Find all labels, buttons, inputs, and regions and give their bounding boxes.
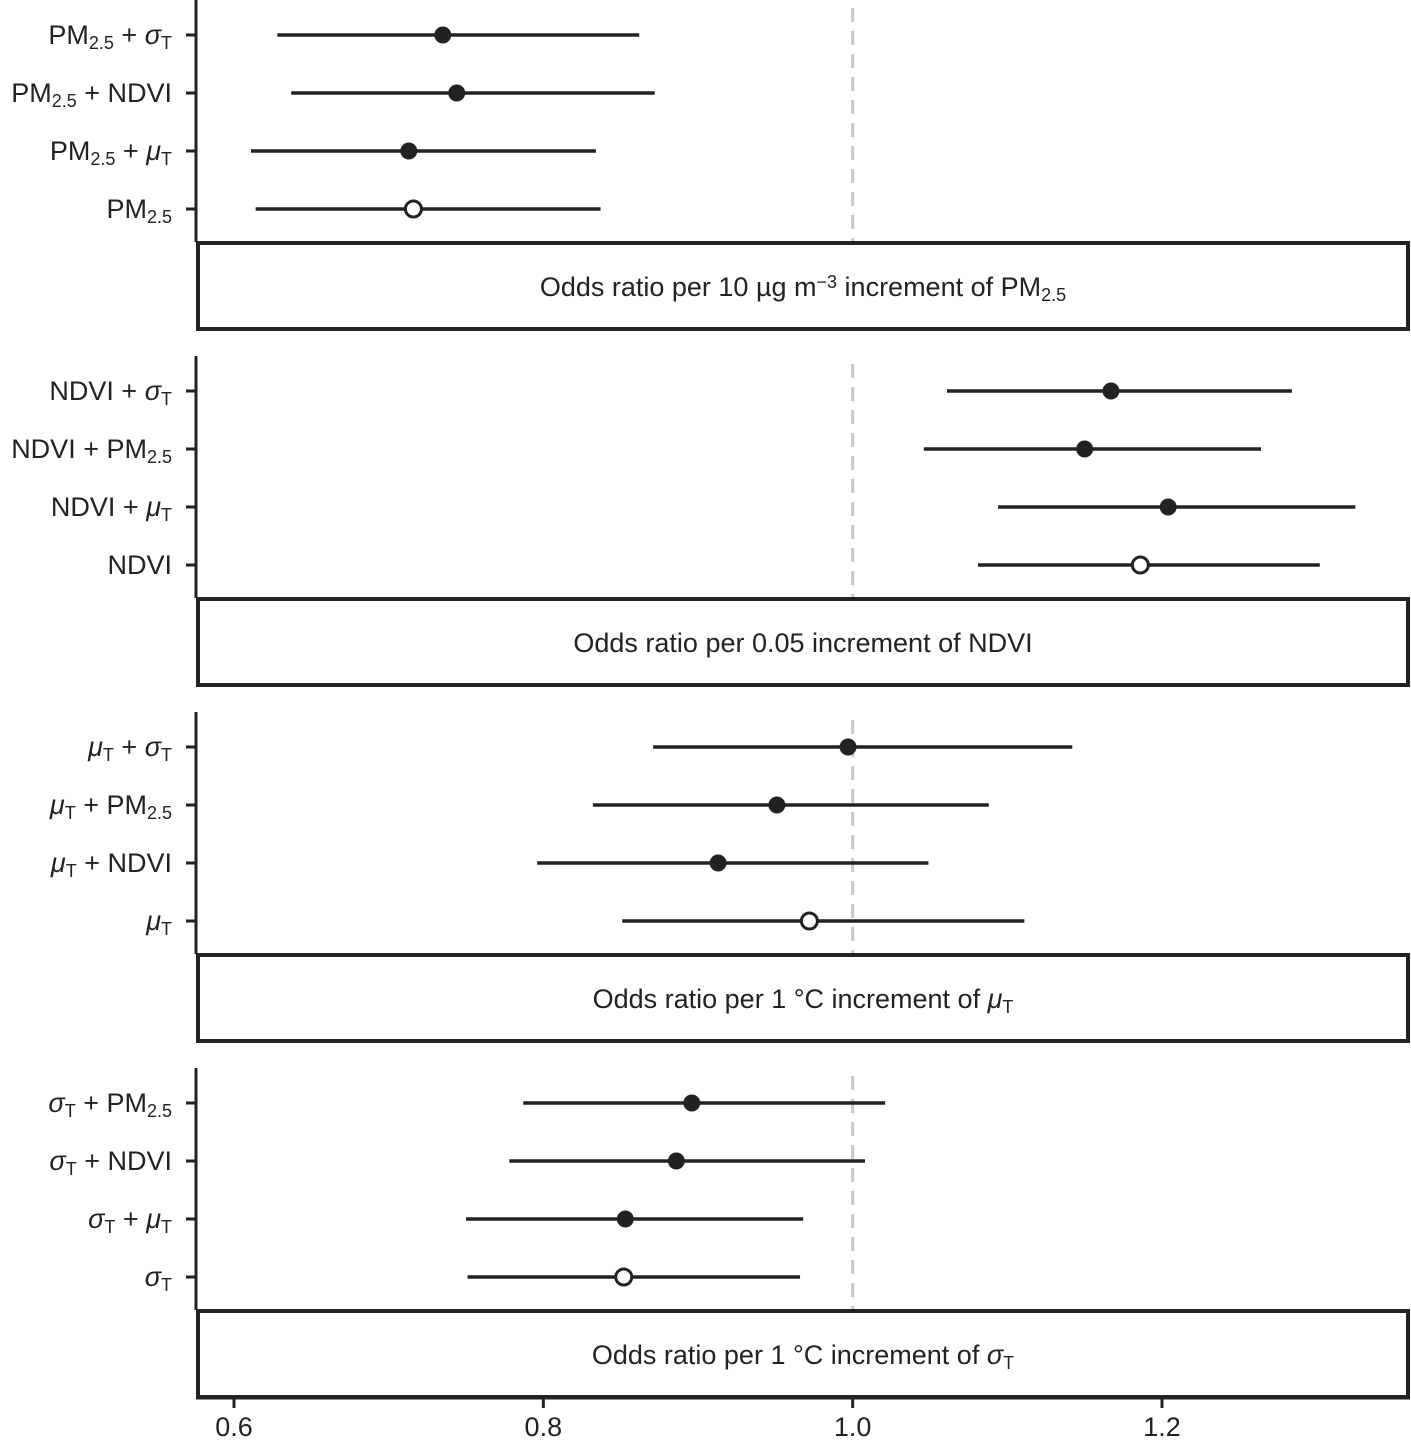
label-subscript: 2.5 <box>146 1101 172 1122</box>
forest-panel <box>49 712 1408 1041</box>
strip-title <box>592 1340 1014 1373</box>
row-label <box>107 550 172 580</box>
row-label <box>49 790 172 823</box>
point-estimate-open <box>801 913 817 929</box>
strip-text: Odds ratio per 1 °C increment of <box>592 984 988 1014</box>
label-text: + <box>113 732 145 762</box>
label-greek: μ <box>146 906 161 936</box>
label-greek: μ <box>146 136 161 166</box>
label-greek: σ <box>49 1146 66 1176</box>
strip-text: increment of PM <box>837 272 1042 302</box>
x-tick-label: 1.2 <box>1143 1412 1181 1442</box>
label-subscript: 2.5 <box>146 447 172 468</box>
label-subscript: T <box>102 745 114 766</box>
x-tick-label: 0.8 <box>524 1412 563 1442</box>
point-estimate-open <box>405 201 421 217</box>
label-subscript: T <box>161 149 172 170</box>
label-greek: μ <box>146 1204 161 1234</box>
panels-layer <box>11 0 1408 1397</box>
label-subscript: T <box>161 505 172 526</box>
label-subscript: T <box>161 745 172 766</box>
row-label <box>11 434 172 467</box>
label-subscript: T <box>161 919 172 940</box>
label-subscript: 2.5 <box>88 33 114 54</box>
point-estimate-filled <box>710 855 727 872</box>
label-text: + <box>115 136 147 166</box>
row-label <box>50 848 172 881</box>
label-text: NDVI + PM <box>11 434 147 464</box>
label-subscript: 2.5 <box>90 149 116 170</box>
point-estimate-filled <box>683 1095 700 1112</box>
label-subscript: T <box>64 1101 76 1122</box>
forest-panel <box>11 0 1408 329</box>
x-tick-label: 1.0 <box>833 1412 872 1442</box>
row-label <box>50 136 172 169</box>
label-greek: σ <box>88 1204 105 1234</box>
strip-text: Odds ratio per 1 °C increment of <box>591 1340 987 1370</box>
strip-title <box>593 984 1014 1017</box>
row-label <box>48 20 172 53</box>
label-greek: σ <box>144 1262 161 1292</box>
label-subscript: T <box>64 803 76 824</box>
strip-greek: μ <box>987 984 1003 1014</box>
forest-panel <box>11 356 1408 685</box>
label-text: PM <box>48 20 89 50</box>
point-estimate-filled <box>1102 383 1119 400</box>
x-tick-label: 0.6 <box>215 1412 253 1442</box>
row-label <box>11 78 172 111</box>
label-greek: μ <box>50 848 66 878</box>
row-label <box>49 1146 172 1179</box>
row-label <box>106 194 172 227</box>
label-text: + NDVI <box>76 78 172 108</box>
row-label <box>48 1088 172 1121</box>
label-text: + NDVI <box>76 848 172 878</box>
point-estimate-filled <box>1160 499 1177 516</box>
strip-text: Odds ratio per 10 µg m <box>539 272 817 302</box>
label-text: NDVI <box>107 550 172 580</box>
label-text: NDVI + <box>49 376 145 406</box>
point-estimate-filled <box>1076 441 1093 458</box>
label-text: + NDVI <box>76 1146 172 1176</box>
label-text: PM <box>11 78 52 108</box>
strip-text: Odds ratio per 0.05 increment of NDVI <box>573 628 1033 658</box>
row-label <box>145 1262 172 1295</box>
label-text: + PM <box>75 1088 147 1118</box>
point-estimate-filled <box>840 739 857 756</box>
strip-subscript: 2.5 <box>1041 285 1067 306</box>
point-estimate-filled <box>400 143 417 160</box>
label-greek: μ <box>146 492 161 522</box>
label-greek: σ <box>48 1088 65 1118</box>
label-subscript: T <box>161 1275 172 1296</box>
point-estimate-filled <box>668 1153 685 1170</box>
strip-superscript: −3 <box>816 271 838 292</box>
point-estimate-open <box>1132 557 1148 573</box>
strip-subscript: T <box>1003 1353 1015 1374</box>
label-subscript: T <box>65 1159 77 1180</box>
label-greek: μ <box>49 790 65 820</box>
label-subscript: T <box>104 1217 116 1238</box>
label-text: + <box>115 1204 147 1234</box>
strip-greek: σ <box>986 1340 1004 1370</box>
strip-title <box>573 628 1032 658</box>
label-greek: σ <box>144 20 161 50</box>
forest-panel <box>48 1068 1408 1397</box>
label-subscript: T <box>65 861 77 882</box>
strip-subscript: T <box>1002 997 1014 1018</box>
label-subscript: 2.5 <box>51 91 77 112</box>
label-subscript: T <box>161 33 172 54</box>
label-text: + PM <box>75 790 147 820</box>
point-estimate-open <box>616 1269 632 1285</box>
label-text: NDVI + <box>50 492 147 522</box>
label-subscript: 2.5 <box>146 207 172 228</box>
label-greek: σ <box>144 376 161 406</box>
row-label <box>88 1204 172 1237</box>
row-label <box>49 376 172 409</box>
label-greek: μ <box>88 732 103 762</box>
point-estimate-filled <box>448 85 465 102</box>
label-subscript: T <box>161 1217 172 1238</box>
row-label <box>145 906 172 939</box>
label-text: PM <box>49 136 91 166</box>
point-estimate-filled <box>617 1211 634 1228</box>
label-greek: σ <box>144 732 161 762</box>
row-label <box>87 732 172 765</box>
point-estimate-filled <box>768 797 785 814</box>
label-subscript: T <box>161 389 172 410</box>
label-text: PM <box>106 194 147 224</box>
row-label <box>51 492 172 525</box>
point-estimate-filled <box>434 27 451 44</box>
strip-title <box>540 272 1066 305</box>
label-text: + <box>113 20 145 50</box>
x-axis <box>196 1398 1410 1442</box>
label-subscript: 2.5 <box>146 803 172 824</box>
